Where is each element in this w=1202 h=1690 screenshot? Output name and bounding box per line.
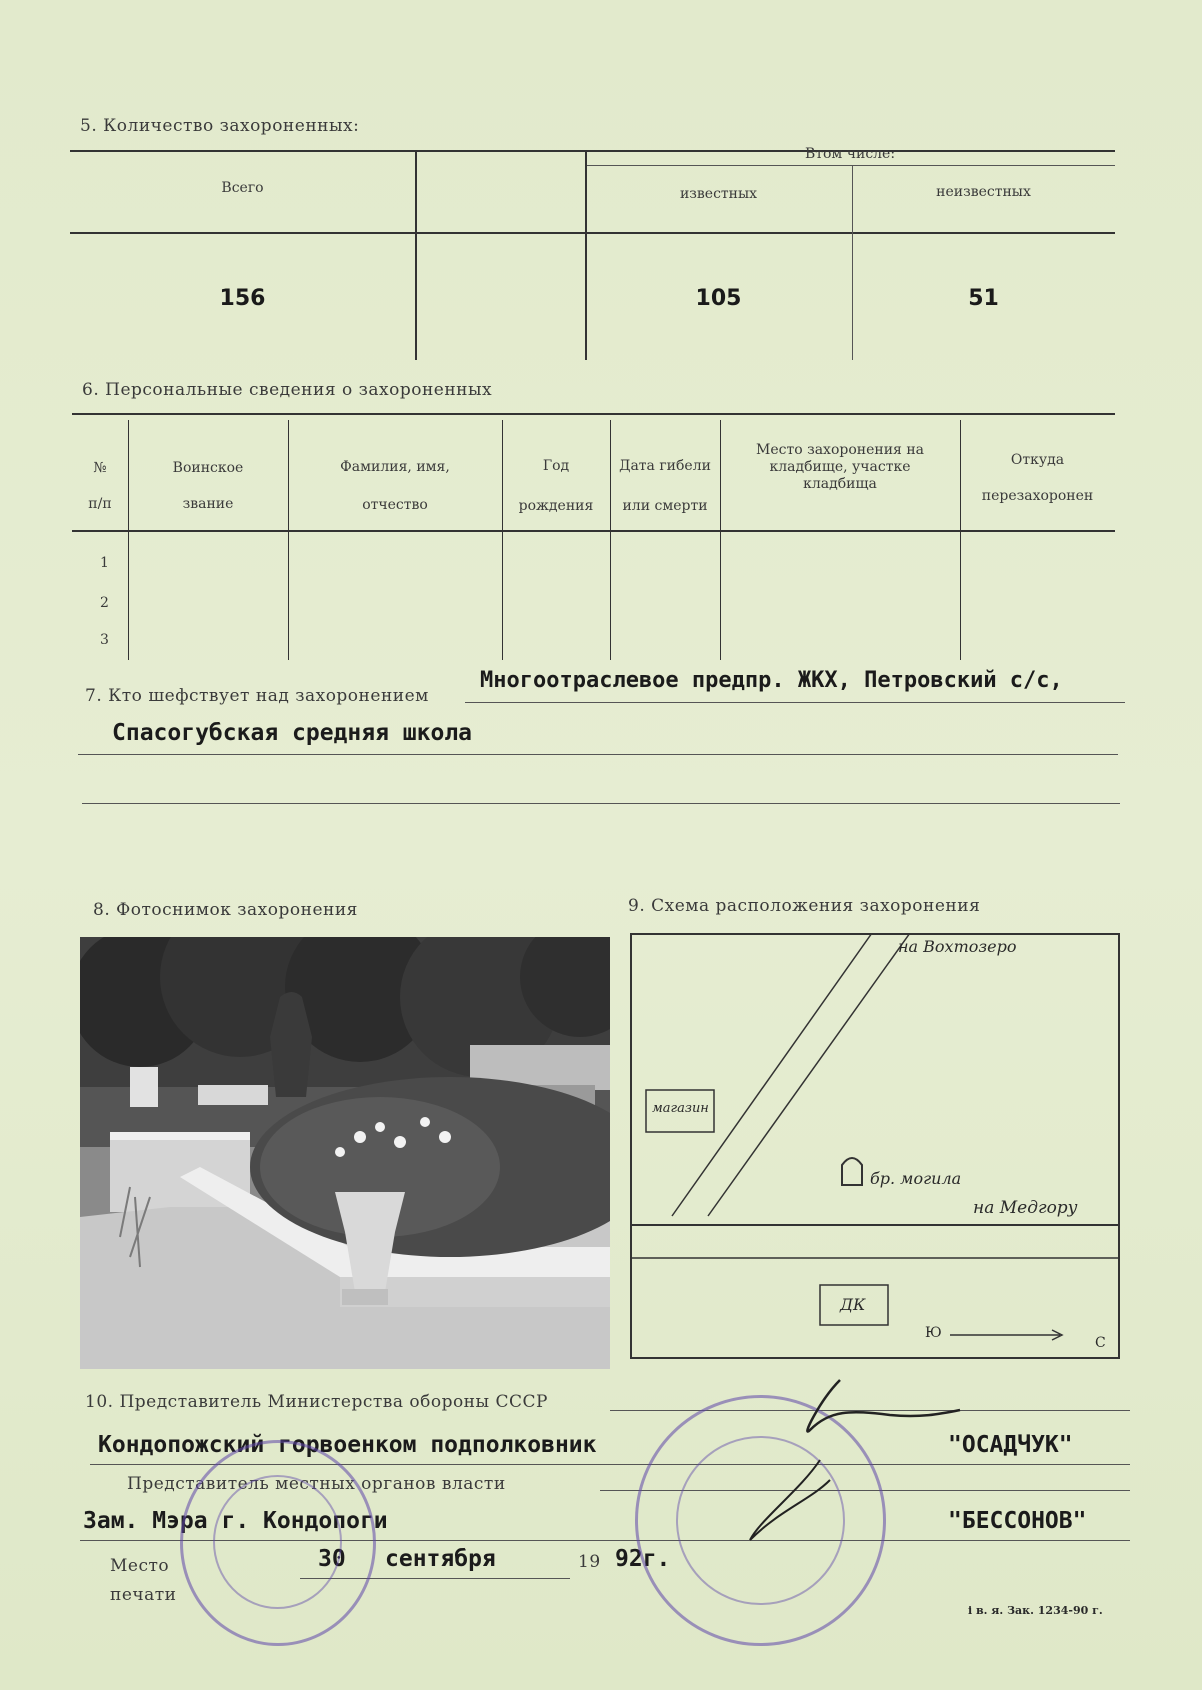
row-number: 3 [100,632,109,648]
section7-title: 7. Кто шефствует над захоронением [85,686,429,706]
row-number: 1 [100,555,109,571]
military-rep-name: "ОСАДЧУК" [948,1432,1073,1458]
row-number: 2 [100,595,109,611]
including-header: Втом числе: [804,146,896,162]
local-authority-title: Представитель местных органов власти [127,1474,506,1494]
date-year-suffix: 92г. [615,1546,671,1572]
total-value: 156 [219,286,266,311]
date-month: сентября [385,1546,496,1572]
signature-mark [740,1370,970,1550]
known-value: 105 [695,286,742,311]
col-num: № п/п [88,460,112,512]
col-reburied-from: Откуда перезахоронен [981,452,1094,504]
location-scheme [630,933,1120,1359]
date-day: 30 [318,1546,346,1572]
total-header: Всего [221,180,264,196]
burial-photo [80,937,610,1369]
label-shop: магазин [652,1101,709,1116]
patron-line2: Спасогубская средняя школа [112,720,473,746]
label-top-road: на Вохтозеро [898,937,1017,956]
col-death-date: Дата гибели или смерти [619,458,711,514]
col-burial-place: Место захоронения на кладбище, участке кладбища [755,442,925,492]
date-year-prefix: 19 [578,1552,601,1572]
unknown-header: неизвестных [936,184,1031,200]
label-mass-grave: бр. могила [870,1169,962,1188]
label-dk: ДК [840,1295,866,1314]
section5-title: 5. Количество захороненных: [80,116,360,136]
seal-place-label: печати [110,1585,177,1605]
military-rep: Кондопожский горвоенком подполковник [98,1432,597,1458]
col-name: Фамилия, имя, отчество [340,459,450,513]
section8-title: 8. Фотоснимок захоронения [93,900,358,920]
label-north: С [1095,1335,1106,1351]
section10-title: 10. Представитель Министерства обороны СССР [85,1392,548,1412]
seal-place-label: Место [110,1556,170,1576]
local-rep: Зам. Мэра г. Кондопоги [83,1508,388,1534]
label-south: Ю [925,1325,942,1341]
known-header: известных [679,186,758,202]
section9-title: 9. Схема расположения захоронения [628,896,981,916]
unknown-value: 51 [968,286,999,311]
col-birth-year: Год рождения [518,458,594,514]
print-code: і в. я. Зак. 1234-90 г. [968,1604,1103,1617]
patron-line1: Многоотраслевое предпр. ЖКХ, Петровский с/с, [480,668,1063,693]
col-rank: Воинское звание [172,460,244,512]
military-seal-stamp [180,1440,376,1646]
label-road-medgora: на Медгору [973,1198,1078,1218]
section6-title: 6. Персональные сведения о захороненных [82,380,493,400]
local-rep-name: "БЕССОНОВ" [948,1508,1087,1534]
